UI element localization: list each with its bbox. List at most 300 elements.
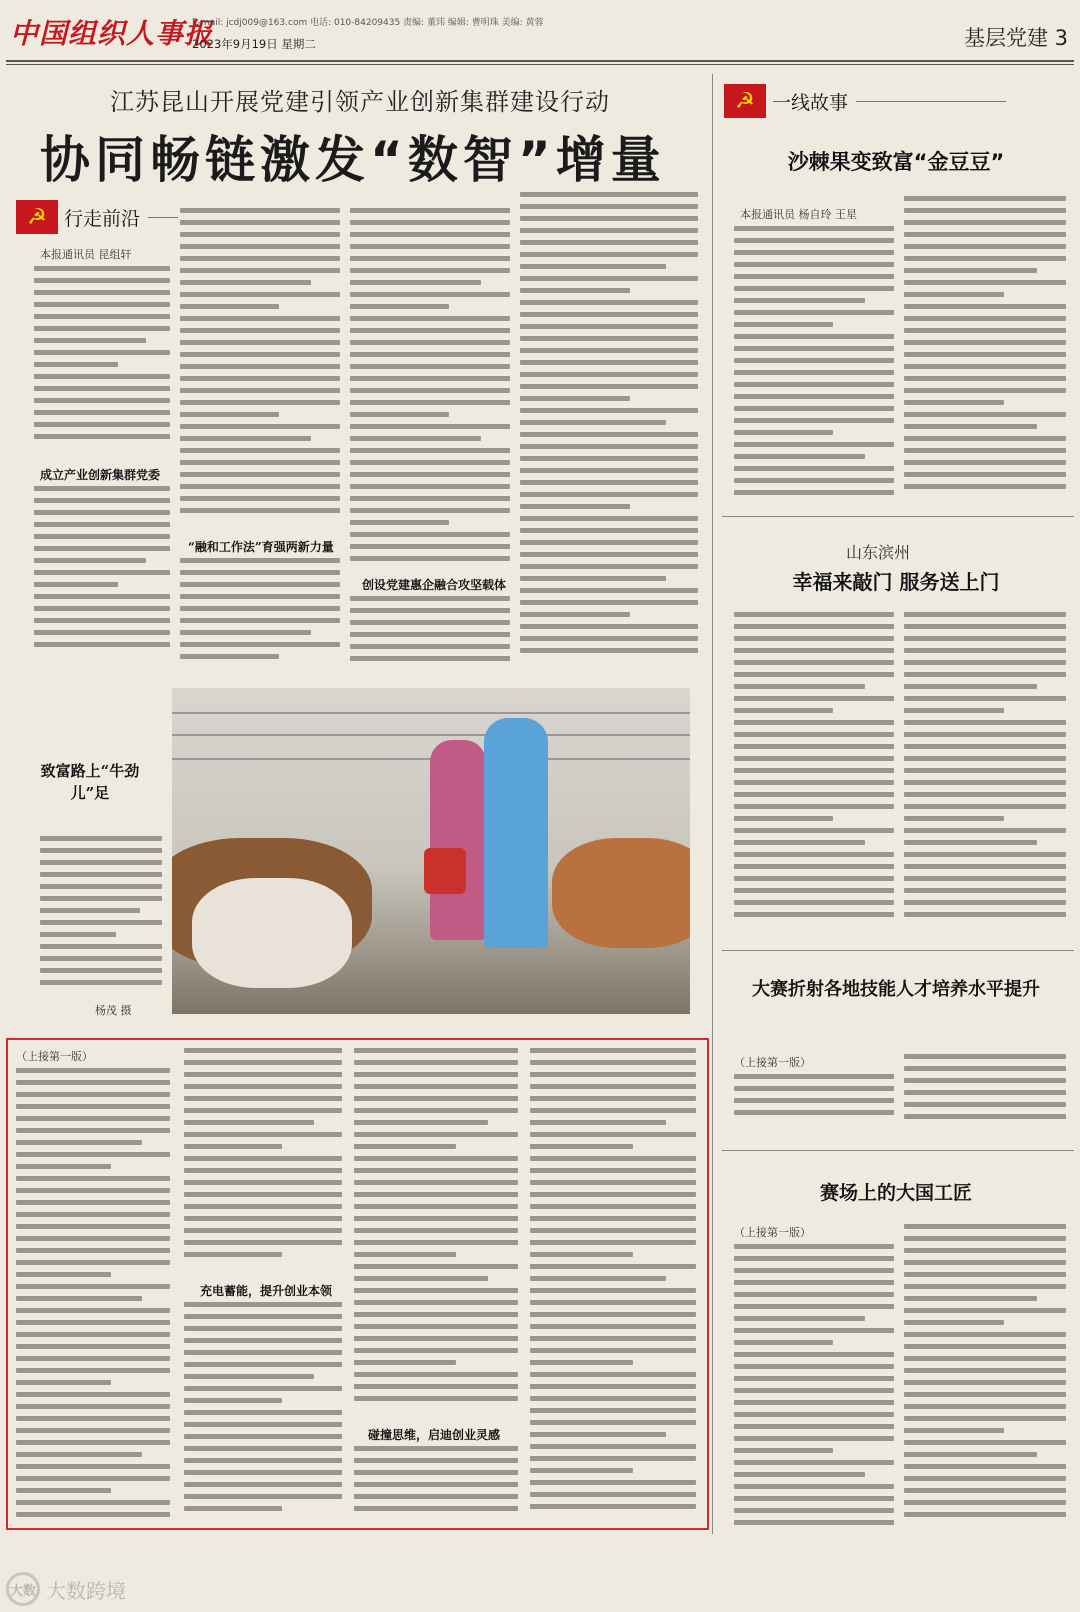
body-text-line — [354, 1482, 518, 1487]
right-tag — [724, 84, 1006, 118]
body-text-line — [354, 1240, 518, 1245]
right-tag-label: 一线故事 — [772, 91, 849, 114]
body-text-line — [180, 508, 340, 513]
body-text-line — [184, 1180, 342, 1185]
body-text-line — [350, 388, 510, 393]
body-text-line — [40, 932, 116, 937]
body-text-line — [16, 1440, 170, 1445]
story1-column-2 — [904, 196, 1066, 506]
party-emblem-icon: ☭ — [724, 84, 766, 118]
body-text-line — [904, 448, 1066, 453]
story4-column-2 — [904, 1224, 1066, 1534]
body-text-line — [734, 864, 894, 869]
body-text-line — [734, 1110, 894, 1115]
body-text-line — [184, 1048, 342, 1053]
barn-beam — [172, 734, 690, 736]
body-text-line — [16, 1140, 142, 1145]
body-text-line — [184, 1482, 342, 1487]
body-text-line — [354, 1384, 518, 1389]
body-text-line — [34, 498, 170, 503]
body-text-line — [530, 1252, 633, 1257]
lead-headline: 协同畅链激发“数智”增量 — [40, 131, 666, 189]
body-text-line — [904, 1440, 1066, 1445]
body-text-line — [180, 208, 340, 213]
body-text-line — [734, 780, 894, 785]
cow-shape — [192, 878, 352, 988]
body-text-line — [904, 900, 1066, 905]
body-text-line — [180, 594, 340, 599]
body-text-line — [180, 400, 340, 405]
body-text-line — [350, 400, 510, 405]
body-text-line — [184, 1446, 342, 1451]
body-text-line — [734, 1412, 894, 1417]
body-text-line — [904, 888, 1066, 893]
body-text-line — [184, 1120, 314, 1125]
body-text-line — [34, 558, 146, 563]
official-figure — [484, 718, 548, 948]
body-text-line — [530, 1408, 696, 1413]
body-text-line — [904, 624, 1066, 629]
body-text-line — [904, 768, 1066, 773]
body-text-line — [904, 388, 1066, 393]
body-text-line — [904, 744, 1066, 749]
body-text-line — [354, 1060, 518, 1065]
body-text-line — [350, 232, 510, 237]
body-text-line — [354, 1108, 518, 1113]
body-text-line — [184, 1144, 282, 1149]
continuation-column-3b — [354, 1446, 518, 1524]
body-text-line — [734, 1256, 894, 1261]
body-text-line — [34, 618, 170, 623]
body-text-line — [16, 1248, 170, 1253]
body-text-line — [350, 532, 510, 537]
story3-column-2 — [904, 1054, 1066, 1130]
body-text-line — [184, 1096, 342, 1101]
body-text-line — [520, 192, 698, 197]
body-text-line — [734, 442, 894, 447]
body-text-line — [184, 1434, 342, 1439]
body-text-line — [34, 290, 170, 295]
body-text-line — [40, 944, 162, 949]
body-text-line — [354, 1396, 518, 1401]
body-text-line — [354, 1168, 518, 1173]
body-text-line — [734, 792, 894, 797]
body-text-line — [520, 492, 698, 497]
body-text-line — [350, 316, 510, 321]
body-text-line — [184, 1204, 342, 1209]
body-text-line — [904, 864, 1066, 869]
body-text-line — [530, 1132, 696, 1137]
body-text-line — [530, 1084, 696, 1089]
continuation-lead: （上接第一版） — [16, 1050, 93, 1063]
body-text-line — [16, 1308, 170, 1313]
body-text-line — [16, 1428, 170, 1433]
body-text-line — [904, 472, 1066, 477]
body-text-line — [734, 1086, 894, 1091]
body-text-line — [904, 804, 1066, 809]
story2-title: 幸福来敲门 服务送上门 — [792, 570, 1000, 594]
body-text-line — [904, 1368, 1066, 1373]
body-text-line — [184, 1326, 342, 1331]
story4-column-1 — [734, 1244, 894, 1534]
body-text-line — [904, 280, 1066, 285]
body-text-line — [180, 618, 340, 623]
watermark — [6, 1572, 126, 1606]
body-text-line — [354, 1048, 518, 1053]
body-text-line — [180, 570, 340, 575]
body-text-line — [350, 424, 510, 429]
body-text-line — [734, 298, 865, 303]
body-text-line — [350, 436, 481, 441]
body-text-line — [904, 1488, 1066, 1493]
body-text-line — [734, 382, 894, 387]
story3-column-1 — [734, 1074, 894, 1130]
body-text-line — [904, 756, 1066, 761]
body-text-line — [16, 1404, 170, 1409]
story2-region: 山东滨州 — [846, 543, 911, 562]
body-text-line — [520, 432, 698, 437]
body-text-line — [904, 460, 1066, 465]
body-text-line — [530, 1156, 696, 1161]
body-text-line — [904, 1464, 1066, 1469]
body-text-line — [350, 412, 449, 417]
body-text-line — [184, 1458, 342, 1463]
body-text-line — [904, 696, 1066, 701]
barn-beam — [172, 712, 690, 714]
body-text-line — [530, 1180, 696, 1185]
lead-subhead-3: 创设党建惠企融合攻坚载体 — [362, 578, 507, 592]
body-text-line — [530, 1360, 633, 1365]
body-text-line — [354, 1216, 518, 1221]
body-text-line — [184, 1252, 282, 1257]
body-text-line — [734, 1098, 894, 1103]
body-text-line — [530, 1396, 696, 1401]
body-text-line — [180, 388, 340, 393]
body-text-line — [180, 328, 340, 333]
body-text-line — [180, 496, 340, 501]
body-text-line — [180, 364, 340, 369]
body-text-line — [184, 1216, 342, 1221]
body-text-line — [16, 1392, 170, 1397]
body-text-line — [16, 1080, 170, 1085]
body-text-line — [40, 884, 162, 889]
body-text-line — [180, 472, 340, 477]
body-text-line — [734, 804, 894, 809]
body-text-line — [16, 1092, 170, 1097]
body-text-line — [40, 980, 162, 985]
body-text-line — [734, 1268, 894, 1273]
body-text-line — [180, 460, 340, 465]
body-text-line — [354, 1144, 456, 1149]
lead-column-3a — [350, 208, 510, 568]
lead-byline: 本报通讯员 昆组轩 — [40, 248, 132, 261]
body-text-line — [734, 454, 865, 459]
body-text-line — [520, 516, 698, 521]
body-text-line — [520, 204, 698, 209]
body-text-line — [904, 1320, 1004, 1325]
body-text-line — [180, 352, 340, 357]
body-text-line — [904, 1512, 1066, 1517]
body-text-line — [904, 720, 1066, 725]
body-text-line — [184, 1240, 342, 1245]
body-text-line — [734, 768, 894, 773]
continuation-column-3a — [354, 1048, 518, 1416]
body-text-line — [40, 908, 140, 913]
body-text-line — [520, 588, 698, 593]
body-text-line — [904, 852, 1066, 857]
body-text-line — [520, 624, 698, 629]
party-emblem-icon: ☭ — [16, 200, 58, 234]
body-text-line — [904, 1476, 1066, 1481]
body-text-line — [520, 384, 698, 389]
body-text-line — [34, 642, 170, 647]
body-text-line — [734, 406, 894, 411]
body-text-line — [734, 636, 894, 641]
body-text-line — [350, 292, 510, 297]
lead-tag-label: 行走前沿 — [64, 207, 141, 230]
body-text-line — [16, 1272, 111, 1277]
story3-lead: （上接第一版） — [734, 1056, 811, 1069]
story3-title: 大赛折射各地技能人才培养水平提升 — [752, 979, 1040, 1000]
body-text-line — [734, 912, 894, 917]
body-text-line — [734, 1074, 894, 1079]
body-text-line — [734, 1472, 865, 1477]
body-text-line — [34, 510, 170, 515]
body-text-line — [40, 956, 162, 961]
body-text-line — [16, 1164, 111, 1169]
body-text-line — [354, 1372, 518, 1377]
body-text-line — [40, 848, 162, 853]
body-text-line — [734, 1424, 894, 1429]
body-text-line — [904, 1404, 1066, 1409]
body-text-line — [520, 300, 698, 305]
body-text-line — [904, 648, 1066, 653]
body-text-line — [16, 1152, 170, 1157]
body-text-line — [520, 480, 698, 485]
body-text-line — [904, 876, 1066, 881]
body-text-line — [904, 1054, 1066, 1059]
continuation-subhead-1: 充电蓄能，提升创业本领 — [200, 1284, 333, 1298]
body-text-line — [530, 1384, 696, 1389]
body-text-line — [904, 1090, 1066, 1095]
body-text-line — [354, 1084, 518, 1089]
body-text-line — [354, 1288, 518, 1293]
body-text-line — [734, 696, 894, 701]
body-text-line — [184, 1314, 342, 1319]
body-text-line — [530, 1120, 666, 1125]
body-text-line — [520, 468, 698, 473]
body-text-line — [734, 1520, 894, 1525]
body-text-line — [904, 912, 1066, 917]
body-text-line — [350, 556, 510, 561]
body-text-line — [180, 412, 279, 417]
body-text-line — [16, 1116, 170, 1121]
body-text-line — [34, 594, 170, 599]
body-text-line — [184, 1422, 342, 1427]
body-text-line — [904, 1416, 1066, 1421]
body-text-line — [350, 352, 510, 357]
body-text-line — [184, 1228, 342, 1233]
body-text-line — [350, 280, 481, 285]
body-text-line — [180, 484, 340, 489]
body-text-line — [734, 1364, 894, 1369]
lead-column-1b — [34, 486, 170, 656]
body-text-line — [16, 1476, 170, 1481]
brand-circle-icon: 大数 — [6, 1572, 40, 1606]
newspaper-logo: 中国组织人事报 — [10, 17, 214, 50]
body-text-line — [180, 606, 340, 611]
body-text-line — [520, 324, 698, 329]
body-text-line — [734, 708, 833, 713]
body-text-line — [354, 1264, 518, 1269]
body-text-line — [904, 364, 1066, 369]
body-text-line — [520, 444, 698, 449]
body-text-line — [904, 1296, 1037, 1301]
body-text-line — [350, 340, 510, 345]
body-text-line — [530, 1432, 666, 1437]
body-text-line — [34, 374, 170, 379]
body-text-line — [520, 456, 698, 461]
masthead — [6, 8, 1074, 56]
body-text-line — [16, 1104, 170, 1109]
body-text-line — [34, 386, 170, 391]
body-text-line — [530, 1288, 696, 1293]
body-text-line — [184, 1192, 342, 1197]
body-text-line — [40, 920, 162, 925]
body-text-line — [180, 376, 340, 381]
masthead-rule-thin — [6, 64, 1074, 65]
watermark-text: 大数跨境 — [46, 1578, 126, 1603]
lead-column-4 — [520, 192, 698, 668]
body-text-line — [40, 872, 162, 877]
body-text-line — [734, 1508, 894, 1513]
body-text-line — [34, 434, 170, 439]
body-text-line — [354, 1156, 518, 1161]
body-text-line — [184, 1084, 342, 1089]
body-text-line — [904, 328, 1066, 333]
body-text-line — [350, 544, 510, 549]
body-text-line — [16, 1368, 170, 1373]
contact-line: E-mail: jcdj009@163.com 电话: 010-84209435 责编: 董玮 编辑: 曹明珠 美编: 黄蓉 — [192, 18, 544, 28]
body-text-line — [904, 780, 1066, 785]
body-text-line — [16, 1212, 170, 1217]
body-text-line — [180, 244, 340, 249]
body-text-line — [520, 276, 698, 281]
photo-side-title: 致富路上“牛劲儿”足 — [40, 762, 140, 802]
tag-rule — [148, 217, 178, 218]
body-text-line — [520, 504, 630, 509]
body-text-line — [904, 484, 1066, 489]
body-text-line — [904, 1380, 1066, 1385]
body-text-line — [734, 1496, 894, 1501]
body-text-line — [904, 816, 1004, 821]
body-text-line — [34, 546, 170, 551]
body-text-line — [520, 348, 698, 353]
body-text-line — [354, 1470, 518, 1475]
body-text-line — [904, 1114, 1066, 1119]
body-text-line — [354, 1336, 518, 1341]
body-text-line — [184, 1108, 342, 1113]
body-text-line — [734, 840, 865, 845]
continuation-block — [6, 1038, 709, 1530]
body-text-line — [34, 350, 170, 355]
body-text-line — [520, 600, 698, 605]
body-text-line — [40, 836, 162, 841]
story4-lead: （上接第一版） — [734, 1226, 811, 1239]
story-divider — [722, 1150, 1074, 1151]
body-text-line — [180, 268, 340, 273]
body-text-line — [734, 888, 894, 893]
continuation-column-4 — [530, 1048, 696, 1524]
body-text-line — [530, 1108, 696, 1113]
body-text-line — [734, 828, 894, 833]
body-text-line — [354, 1506, 518, 1511]
body-text-line — [350, 472, 510, 477]
body-text-line — [520, 216, 698, 221]
body-text-line — [734, 1316, 865, 1321]
story1-byline: 本报通讯员 杨自玲 王星 — [740, 208, 857, 221]
body-text-line — [184, 1132, 342, 1137]
body-text-line — [34, 278, 170, 283]
body-text-line — [734, 1388, 894, 1393]
body-text-line — [904, 684, 1037, 689]
body-text-line — [734, 346, 894, 351]
body-text-line — [184, 1338, 342, 1343]
body-text-line — [354, 1348, 518, 1353]
body-text-line — [16, 1188, 170, 1193]
body-text-line — [16, 1500, 170, 1505]
continuation-subhead-2: 碰撞思维，启迪创业灵感 — [368, 1428, 501, 1442]
body-text-line — [904, 436, 1066, 441]
body-text-line — [350, 244, 510, 249]
body-text-line — [734, 394, 894, 399]
body-text-line — [16, 1128, 170, 1133]
body-text-line — [180, 424, 340, 429]
story-divider — [722, 950, 1074, 951]
body-text-line — [904, 1078, 1066, 1083]
body-text-line — [180, 436, 311, 441]
body-text-line — [520, 564, 698, 569]
body-text-line — [904, 208, 1066, 213]
body-text-line — [734, 1484, 894, 1489]
body-text-line — [734, 466, 894, 471]
story2-column-2 — [904, 612, 1066, 930]
body-text-line — [34, 422, 170, 427]
body-text-line — [16, 1200, 170, 1205]
body-text-line — [734, 624, 894, 629]
body-text-line — [184, 1470, 342, 1475]
body-text-line — [16, 1452, 142, 1457]
body-text-line — [16, 1356, 170, 1361]
body-text-line — [354, 1252, 456, 1257]
body-text-line — [180, 654, 279, 659]
body-text-line — [904, 1272, 1066, 1277]
body-text-line — [734, 720, 894, 725]
body-text-line — [734, 744, 894, 749]
body-text-line — [904, 1308, 1066, 1313]
body-text-line — [734, 274, 894, 279]
body-text-line — [520, 240, 698, 245]
story4-title: 赛场上的大国工匠 — [819, 1182, 972, 1204]
body-text-line — [904, 1332, 1066, 1337]
body-text-line — [350, 484, 510, 489]
body-text-line — [530, 1480, 696, 1485]
cow-shape — [552, 838, 690, 948]
body-text-line — [180, 558, 340, 563]
body-text-line — [530, 1240, 696, 1245]
body-text-line — [904, 376, 1066, 381]
body-text-line — [184, 1156, 342, 1161]
